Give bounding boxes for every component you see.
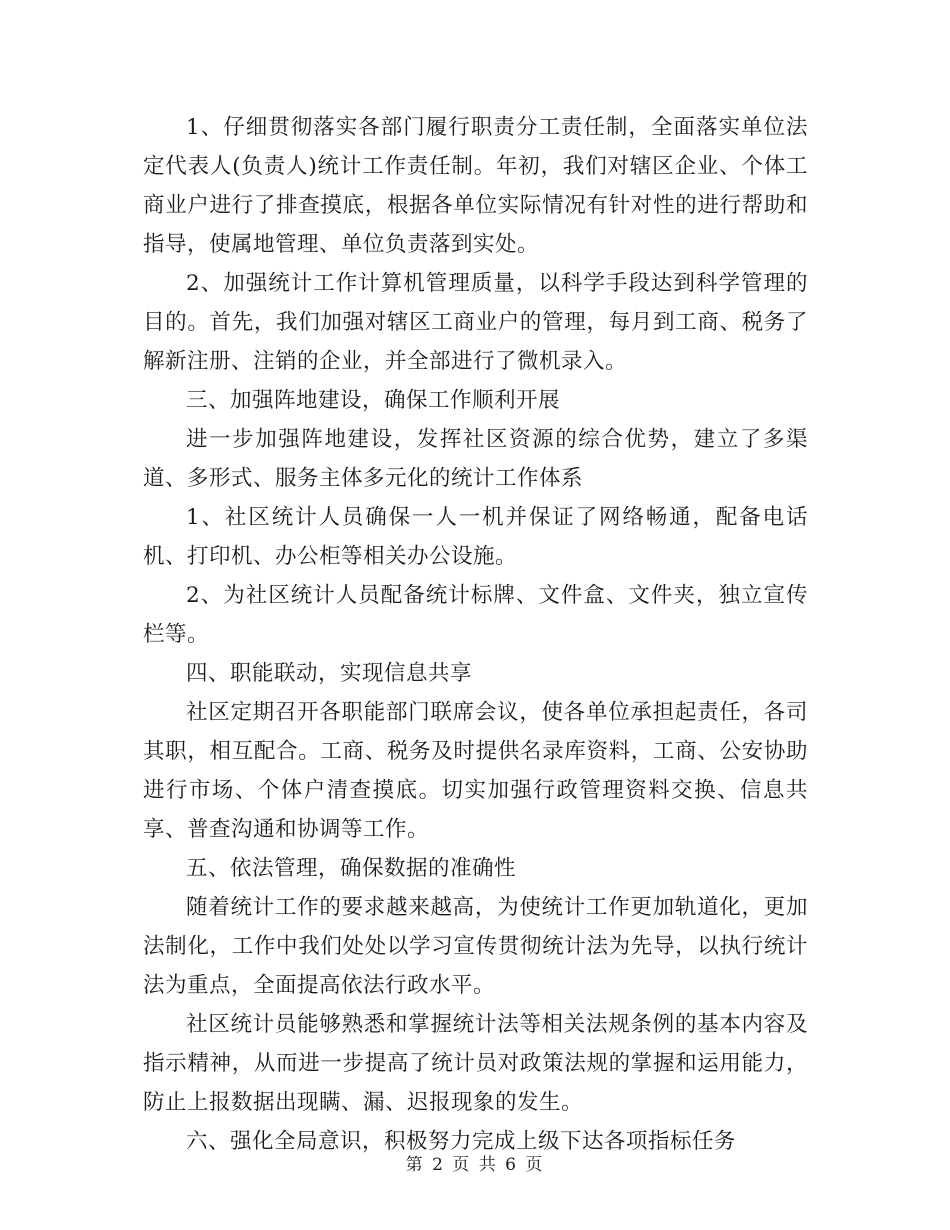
paragraph-10: 随着统计工作的要求越来越高，为使统计工作更加轨道化，更加法制化，工作中我们处处以学习宣传贯彻统计法为先导，以执行统计法为重点，全面提高依法行政水平。: [143, 895, 808, 998]
section-heading-6: 六、强化全局意识，积极努力完成上级下达各项指标任务: [186, 1129, 737, 1154]
page-number: 第 2 页 共 6 页: [405, 1155, 545, 1175]
section-heading-5: 五、依法管理，确保数据的准确性: [186, 856, 517, 881]
paragraph-4: 进一步加强阵地建设，发挥社区资源的综合优势，建立了多渠道、多形式、服务主体多元化的统计工作体系: [143, 427, 808, 491]
paragraph-11: 社区统计员能够熟悉和掌握统计法等相关法规条例的基本内容及指示精神，从而进一步提高了统计员对政策法规的掌握和运用能力，防止上报数据出现瞒、漏、迟报现象的发生。: [143, 1012, 808, 1115]
section-heading-3: 三、加强阵地建设，确保工作顺利开展: [186, 388, 561, 413]
document-body: [143, 108, 808, 1161]
paragraph-1: 1、仔细贯彻落实各部门履行职责分工责任制，全面落实单位法定代表人(负责人)统计工作责任制。年初，我们对辖区企业、个体工商业户进行了排查摸底，根据各单位实际情况有针对性的进行帮助和指导，使属地管理、单位负责落到实处。: [143, 115, 808, 257]
paragraph-6: 2、为社区统计人员配备统计标牌、文件盒、文件夹，独立宣传栏等。: [143, 583, 808, 647]
paragraph-2: 2、加强统计工作计算机管理质量，以科学手段达到科学管理的目的。首先，我们加强对辖区工商业户的管理，每月到工商、税务了解新注册、注销的企业，并全部进行了微机录入。: [143, 271, 808, 374]
paragraph-5: 1、社区统计人员确保一人一机并保证了网络畅通，配备电话机、打印机、办公柜等相关办公设施。: [143, 505, 808, 569]
paragraph-8: 社区定期召开各职能部门联席会议，使各单位承担起责任，各司其职，相互配合。工商、税务及时提供名录库资料，工商、公安协助进行市场、个体户清查摸底。切实加强行政管理资料交换、信息共享、普查沟通和协调等工作。: [143, 700, 808, 842]
section-heading-4: 四、职能联动，实现信息共享: [186, 661, 473, 686]
